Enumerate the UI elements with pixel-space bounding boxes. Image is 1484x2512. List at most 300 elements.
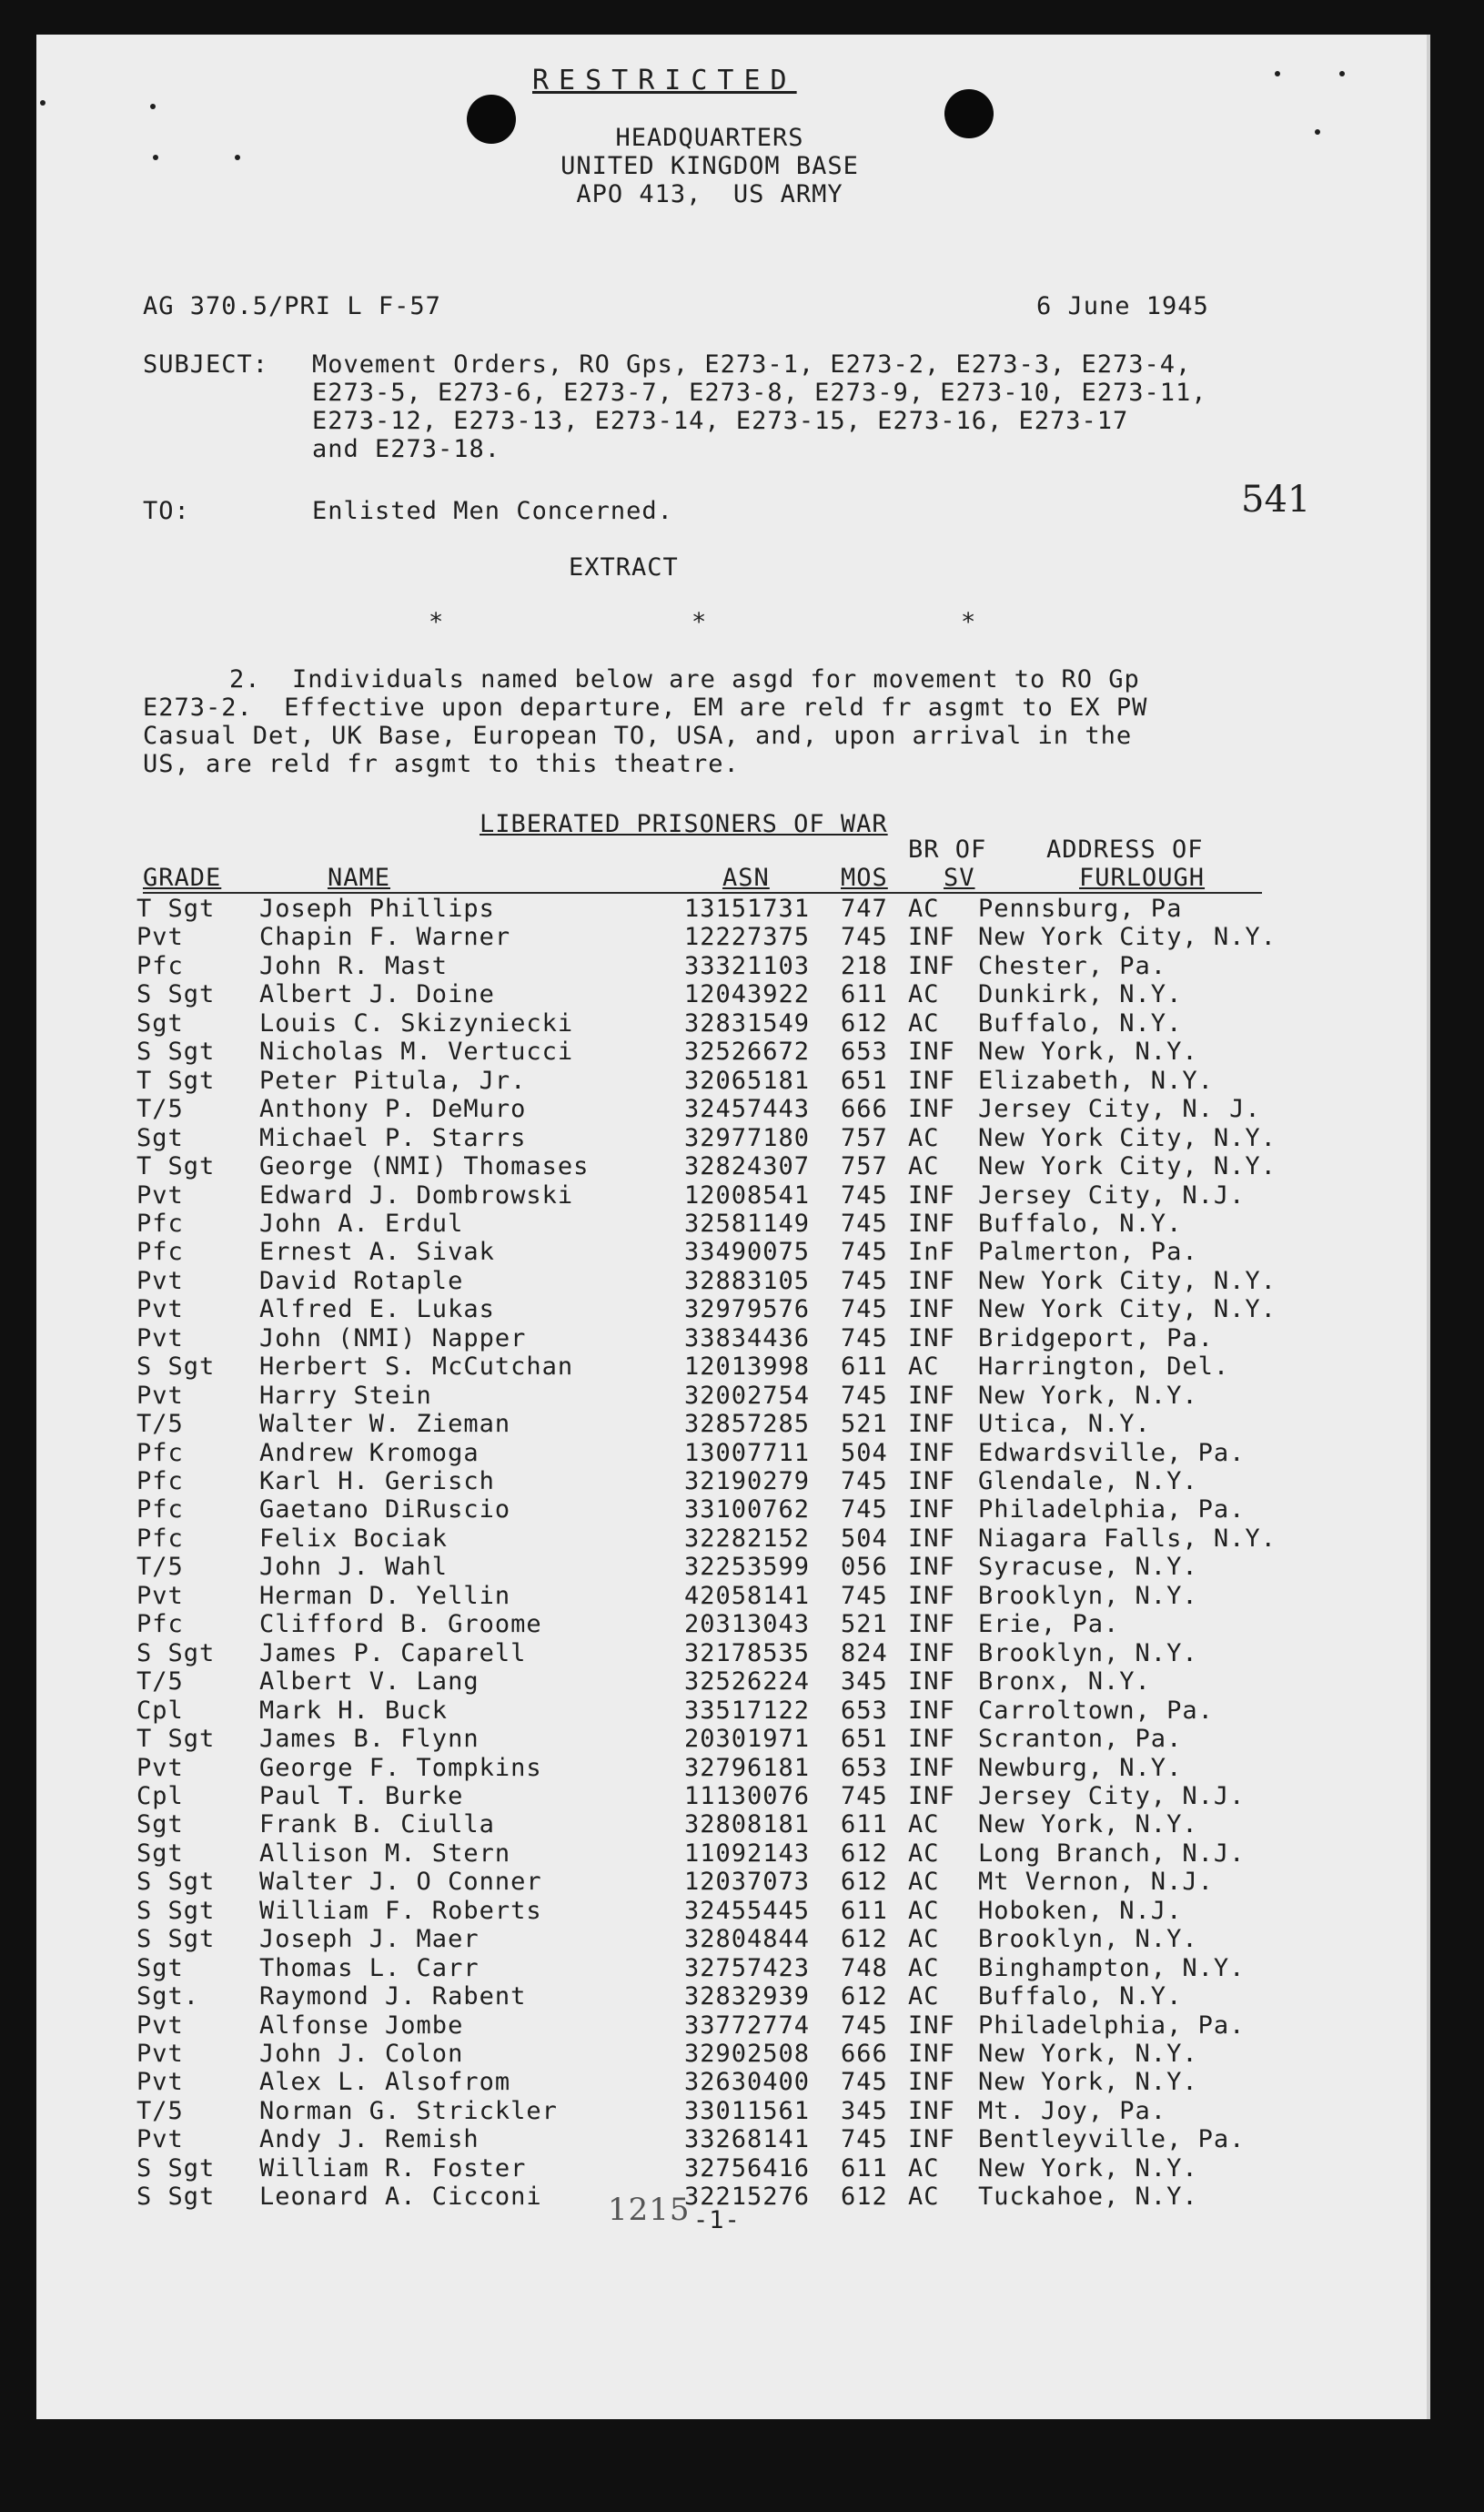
table-row: [36, 1782, 1427, 1810]
cell-address: Bronx, N.Y.: [978, 1667, 1151, 1697]
cell-name: Andy J. Remish: [259, 2125, 480, 2154]
cell-brsv: INF: [908, 1638, 955, 1667]
to-label: TO:: [143, 497, 190, 525]
cell-address: Carroltown, Pa.: [978, 1696, 1214, 1725]
table-title: LIBERATED PRISONERS OF WAR: [480, 810, 888, 838]
cell-asn: 32190279: [684, 1467, 811, 1495]
cell-name: George (NMI) Thomases: [259, 1152, 590, 1181]
cell-name: Gaetano DiRuscio: [259, 1495, 511, 1524]
table-row: [36, 2011, 1427, 2040]
cell-grade: S Sgt: [136, 1925, 216, 1954]
cell-address: New York, N.Y.: [978, 2153, 1198, 2183]
cell-address: Mt Vernon, N.J.: [978, 1868, 1214, 1897]
org-line-3: APO 413, US ARMY: [576, 180, 843, 208]
cell-address: Dunkirk, N.Y.: [978, 980, 1183, 1009]
cell-asn: 32804844: [684, 1925, 811, 1954]
cell-mos: 666: [841, 2040, 888, 2068]
cell-grade: T/5: [136, 1667, 184, 1697]
cell-name: Raymond J. Rabent: [259, 1982, 527, 2011]
cell-brsv: INF: [908, 1066, 955, 1095]
cell-asn: 32796181: [684, 1753, 811, 1782]
table-row: [36, 1038, 1427, 1066]
cell-grade: S Sgt: [136, 1638, 216, 1667]
table-row: [36, 1868, 1427, 1896]
cell-brsv: INF: [908, 1467, 955, 1495]
table-row: [36, 952, 1427, 980]
cell-mos: 745: [841, 1781, 888, 1810]
cell-address: Syracuse, N.Y.: [978, 1553, 1198, 1582]
cell-address: Tuckahoe, N.Y.: [978, 2183, 1198, 2212]
cell-mos: 612: [841, 1868, 888, 1897]
cell-name: Edward J. Dombrowski: [259, 1180, 574, 1210]
cell-brsv: INF: [908, 1295, 955, 1324]
cell-name: Ernest A. Sivak: [259, 1238, 495, 1267]
cell-address: Newburg, N.Y.: [978, 1753, 1183, 1782]
cell-address: Chester, Pa.: [978, 951, 1167, 980]
subject-line: and E273-18.: [312, 435, 501, 463]
header-name: NAME: [328, 864, 391, 892]
cell-grade: Pvt: [136, 923, 184, 952]
cell-grade: Pfc: [136, 1524, 184, 1553]
cell-mos: 666: [841, 1095, 888, 1124]
cell-mos: 056: [841, 1553, 888, 1582]
table-row: [36, 895, 1427, 923]
page-marker: -1-: [693, 2206, 741, 2234]
cell-grade: Pfc: [136, 1238, 184, 1267]
cell-brsv: INF: [908, 1410, 955, 1439]
cell-mos: 745: [841, 923, 888, 952]
cell-brsv: AC: [908, 895, 940, 923]
cell-grade: Sgt: [136, 1953, 184, 1982]
cell-name: Herman D. Yellin: [259, 1581, 511, 1610]
cell-mos: 651: [841, 1725, 888, 1754]
cell-address: Buffalo, N.Y.: [978, 1008, 1183, 1038]
cell-asn: 33100762: [684, 1495, 811, 1524]
cell-name: James B. Flynn: [259, 1725, 480, 1754]
cell-asn: 32977180: [684, 1123, 811, 1152]
cell-grade: Pfc: [136, 1209, 184, 1238]
header-brsv-top: BR OF: [908, 836, 987, 864]
cell-address: New York City, N.Y.: [978, 1295, 1277, 1324]
table-row: [36, 1897, 1427, 1925]
cell-asn: 20313043: [684, 1610, 811, 1639]
header-address-bottom: FURLOUGH: [1079, 864, 1206, 892]
cell-asn: 13007711: [684, 1438, 811, 1467]
cell-name: David Rotaple: [259, 1266, 464, 1295]
cell-brsv: AC: [908, 1810, 940, 1839]
table-row: [36, 1410, 1427, 1438]
cell-mos: 611: [841, 1896, 888, 1925]
cell-address: Jersey City, N.J.: [978, 1180, 1246, 1210]
cell-name: William R. Foster: [259, 2153, 527, 2183]
cell-name: John J. Colon: [259, 2040, 464, 2068]
table-row: [36, 2097, 1427, 2125]
cell-asn: 12037073: [684, 1868, 811, 1897]
cell-asn: 32526224: [684, 1667, 811, 1697]
cell-name: Clifford B. Groome: [259, 1610, 542, 1639]
cell-mos: 504: [841, 1524, 888, 1553]
cell-mos: 653: [841, 1753, 888, 1782]
speck-mark: [1275, 71, 1280, 76]
cell-mos: 521: [841, 1610, 888, 1639]
cell-name: Paul T. Burke: [259, 1781, 464, 1810]
cell-grade: Sgt: [136, 1123, 184, 1152]
cell-mos: 748: [841, 1953, 888, 1982]
table-row: [36, 1267, 1427, 1295]
cell-address: New York, N.Y.: [978, 2068, 1198, 2097]
cell-mos: 747: [841, 895, 888, 923]
cell-mos: 345: [841, 1667, 888, 1697]
cell-grade: S Sgt: [136, 2183, 216, 2212]
cell-address: Brooklyn, N.Y.: [978, 1581, 1198, 1610]
cell-asn: 33490075: [684, 1238, 811, 1267]
handwritten-stamp: 1215: [608, 2192, 691, 2228]
extract-star: *: [961, 608, 977, 636]
table-row: [36, 1495, 1427, 1524]
cell-address: Long Branch, N.J.: [978, 1838, 1246, 1868]
file-number: AG 370.5/PRI L F-57: [143, 292, 441, 320]
cell-name: Chapin F. Warner: [259, 923, 511, 952]
cell-mos: 612: [841, 2183, 888, 2212]
speck-mark: [1315, 129, 1320, 135]
cell-asn: 33772774: [684, 2011, 811, 2040]
cell-grade: Pfc: [136, 1438, 184, 1467]
table-row: [36, 1839, 1427, 1868]
cell-grade: S Sgt: [136, 1352, 216, 1382]
cell-name: John (NMI) Napper: [259, 1323, 527, 1352]
cell-grade: Pvt: [136, 1295, 184, 1324]
cell-brsv: INF: [908, 1438, 955, 1467]
org-line-1: HEADQUARTERS: [615, 124, 804, 152]
cell-address: Palmerton, Pa.: [978, 1238, 1198, 1267]
cell-address: New York, N.Y.: [978, 1038, 1198, 1067]
cell-name: Albert J. Doine: [259, 980, 495, 1009]
cell-brsv: INF: [908, 1553, 955, 1582]
cell-grade: Pvt: [136, 1581, 184, 1610]
cell-mos: 611: [841, 1810, 888, 1839]
cell-asn: 32455445: [684, 1896, 811, 1925]
cell-mos: 218: [841, 951, 888, 980]
cell-brsv: INF: [908, 2096, 955, 2125]
table-row: [36, 1210, 1427, 1238]
to-text: Enlisted Men Concerned.: [312, 497, 673, 525]
cell-grade: S Sgt: [136, 1868, 216, 1897]
subject-line: E273-12, E273-13, E273-14, E273-15, E273-16, E273-17: [312, 407, 1129, 435]
cell-mos: 745: [841, 2011, 888, 2040]
cell-grade: S Sgt: [136, 1038, 216, 1067]
cell-mos: 345: [841, 2096, 888, 2125]
cell-mos: 745: [841, 1209, 888, 1238]
cell-grade: S Sgt: [136, 980, 216, 1009]
cell-asn: 32526672: [684, 1038, 811, 1067]
speck-mark: [40, 100, 45, 106]
cell-mos: 611: [841, 980, 888, 1009]
cell-brsv: InF: [908, 1238, 955, 1267]
cell-mos: 745: [841, 2068, 888, 2097]
speck-mark: [235, 155, 240, 160]
cell-address: Bridgeport, Pa.: [978, 1323, 1214, 1352]
cell-grade: Cpl: [136, 1696, 184, 1725]
cell-grade: T Sgt: [136, 1066, 216, 1095]
cell-address: New York, N.Y.: [978, 1381, 1198, 1410]
table-row: [36, 1238, 1427, 1266]
cell-mos: 612: [841, 1838, 888, 1868]
cell-grade: T Sgt: [136, 895, 216, 923]
cell-name: Harry Stein: [259, 1381, 432, 1410]
cell-mos: 824: [841, 1638, 888, 1667]
cell-asn: 32824307: [684, 1152, 811, 1181]
cell-brsv: AC: [908, 1838, 940, 1868]
cell-asn: 33517122: [684, 1696, 811, 1725]
cell-name: Norman G. Strickler: [259, 2096, 558, 2125]
cell-name: Frank B. Ciulla: [259, 1810, 495, 1839]
table-row: [36, 923, 1427, 951]
table-row: [36, 1610, 1427, 1638]
cell-grade: Sgt: [136, 1810, 184, 1839]
cell-grade: T/5: [136, 1095, 184, 1124]
cell-address: New York City, N.Y.: [978, 1123, 1277, 1152]
cell-brsv: AC: [908, 1896, 940, 1925]
cell-name: Alfonse Jombe: [259, 2011, 464, 2040]
table-row: [36, 1524, 1427, 1553]
cell-grade: T Sgt: [136, 1152, 216, 1181]
paragraph-line: US, are reld fr asgmt to this theatre.: [143, 750, 740, 778]
cell-name: John R. Mast: [259, 951, 449, 980]
cell-asn: 32630400: [684, 2068, 811, 2097]
cell-brsv: INF: [908, 1610, 955, 1639]
cell-asn: 32902508: [684, 2040, 811, 2068]
table-row: [36, 1181, 1427, 1210]
cell-address: Edwardsville, Pa.: [978, 1438, 1246, 1467]
subject-line: E273-5, E273-6, E273-7, E273-8, E273-9, E273-10, E273-11,: [312, 379, 1207, 407]
cell-asn: 32857285: [684, 1410, 811, 1439]
cell-brsv: AC: [908, 1008, 940, 1038]
cell-address: Philadelphia, Pa.: [978, 1495, 1246, 1524]
speck-mark: [1339, 71, 1345, 76]
table-row: [36, 1925, 1427, 1953]
cell-mos: 504: [841, 1438, 888, 1467]
cell-mos: 612: [841, 1008, 888, 1038]
cell-name: Karl H. Gerisch: [259, 1467, 495, 1495]
cell-mos: 611: [841, 2153, 888, 2183]
cell-mos: 745: [841, 1381, 888, 1410]
cell-grade: Pvt: [136, 1266, 184, 1295]
cell-mos: 745: [841, 1467, 888, 1495]
cell-name: Nicholas M. Vertucci: [259, 1038, 574, 1067]
cell-mos: 745: [841, 1581, 888, 1610]
cell-name: Peter Pitula, Jr.: [259, 1066, 527, 1095]
cell-address: Brooklyn, N.Y.: [978, 1638, 1198, 1667]
cell-brsv: AC: [908, 1925, 940, 1954]
table-row: [36, 1439, 1427, 1467]
cell-asn: 32581149: [684, 1209, 811, 1238]
cell-mos: 612: [841, 1982, 888, 2011]
header-asn: ASN: [722, 864, 770, 892]
cell-asn: 32808181: [684, 1810, 811, 1839]
cell-name: Alex L. Alsofrom: [259, 2068, 511, 2097]
table-row: [36, 1754, 1427, 1782]
cell-grade: Sgt.: [136, 1982, 200, 2011]
cell-brsv: AC: [908, 1123, 940, 1152]
cell-name: Alfred E. Lukas: [259, 1295, 495, 1324]
cell-name: John A. Erdul: [259, 1209, 464, 1238]
cell-name: Thomas L. Carr: [259, 1953, 480, 1982]
cell-grade: Pvt: [136, 2040, 184, 2068]
table-row: [36, 1810, 1427, 1838]
cell-grade: Pfc: [136, 1495, 184, 1524]
table-row: [36, 1725, 1427, 1753]
table-row: [36, 1009, 1427, 1038]
cell-grade: T/5: [136, 2096, 184, 2125]
table-row: [36, 1124, 1427, 1152]
table-row: [36, 2068, 1427, 2096]
cell-name: William F. Roberts: [259, 1896, 542, 1925]
cell-grade: Pfc: [136, 951, 184, 980]
cell-mos: 653: [841, 1696, 888, 1725]
cell-asn: 32756416: [684, 2153, 811, 2183]
table-row: [36, 1324, 1427, 1352]
cell-grade: Pvt: [136, 2125, 184, 2154]
cell-grade: Sgt: [136, 1008, 184, 1038]
cell-asn: 32253599: [684, 1553, 811, 1582]
table-row: [36, 1982, 1427, 2011]
document-date: 6 June 1945: [1036, 292, 1209, 320]
cell-name: Joseph Phillips: [259, 895, 495, 923]
cell-asn: 32065181: [684, 1066, 811, 1095]
cell-brsv: AC: [908, 1152, 940, 1181]
cell-name: Allison M. Stern: [259, 1838, 511, 1868]
speck-mark: [150, 104, 156, 109]
cell-asn: 32178535: [684, 1638, 811, 1667]
cell-mos: 745: [841, 1495, 888, 1524]
cell-name: Michael P. Starrs: [259, 1123, 527, 1152]
cell-address: Buffalo, N.Y.: [978, 1209, 1183, 1238]
table-row: [36, 2125, 1427, 2153]
cell-asn: 33321103: [684, 951, 811, 980]
cell-asn: 33834436: [684, 1323, 811, 1352]
table-row: [36, 1067, 1427, 1095]
cell-grade: Pvt: [136, 1753, 184, 1782]
table-row: [36, 1095, 1427, 1123]
cell-grade: T Sgt: [136, 1725, 216, 1754]
extract-star: *: [692, 608, 708, 636]
cell-address: Scranton, Pa.: [978, 1725, 1183, 1754]
cell-asn: 32832939: [684, 1982, 811, 2011]
table-row: [36, 1667, 1427, 1696]
table-row: [36, 1553, 1427, 1581]
cell-address: Hoboken, N.J.: [978, 1896, 1183, 1925]
cell-mos: 757: [841, 1152, 888, 1181]
cell-name: Albert V. Lang: [259, 1667, 480, 1697]
cell-name: Andrew Kromoga: [259, 1438, 480, 1467]
cell-grade: Pvt: [136, 1381, 184, 1410]
cell-address: New York City, N.Y.: [978, 923, 1277, 952]
cell-brsv: AC: [908, 2153, 940, 2183]
cell-brsv: INF: [908, 1667, 955, 1697]
cell-mos: 653: [841, 1038, 888, 1067]
header-rule: [143, 892, 1262, 894]
cell-address: Utica, N.Y.: [978, 1410, 1151, 1439]
cell-mos: 651: [841, 1066, 888, 1095]
header-address-top: ADDRESS OF: [1046, 836, 1204, 864]
cell-name: Walter J. O Conner: [259, 1868, 542, 1897]
cell-address: Philadelphia, Pa.: [978, 2011, 1246, 2040]
cell-asn: 12227375: [684, 923, 811, 952]
cell-asn: 32457443: [684, 1095, 811, 1124]
cell-address: New York, N.Y.: [978, 1810, 1198, 1839]
cell-name: Felix Bociak: [259, 1524, 449, 1553]
cell-address: Binghampton, N.Y.: [978, 1953, 1246, 1982]
cell-brsv: INF: [908, 2011, 955, 2040]
table-row: [36, 2154, 1427, 2183]
cell-mos: 745: [841, 1266, 888, 1295]
cell-name: Herbert S. McCutchan: [259, 1352, 574, 1382]
cell-asn: 11130076: [684, 1781, 811, 1810]
cell-asn: 33011561: [684, 2096, 811, 2125]
cell-name: James P. Caparell: [259, 1638, 527, 1667]
cell-address: Buffalo, N.Y.: [978, 1982, 1183, 2011]
cell-asn: 12013998: [684, 1352, 811, 1382]
cell-brsv: AC: [908, 1982, 940, 2011]
cell-mos: 745: [841, 1238, 888, 1267]
cell-mos: 745: [841, 1180, 888, 1210]
cell-asn: 32215276: [684, 2183, 811, 2212]
cell-mos: 745: [841, 2125, 888, 2154]
cell-brsv: INF: [908, 1781, 955, 1810]
cell-brsv: AC: [908, 1953, 940, 1982]
table-row: [36, 1152, 1427, 1180]
document-page: [36, 35, 1430, 2419]
cell-mos: 612: [841, 1925, 888, 1954]
cell-brsv: INF: [908, 1524, 955, 1553]
cell-address: Niagara Falls, N.Y.: [978, 1524, 1277, 1553]
paragraph-line: 2. Individuals named below are asgd for movement to RO Gp: [229, 665, 1140, 694]
cell-asn: 32757423: [684, 1953, 811, 1982]
cell-name: George F. Tompkins: [259, 1753, 542, 1782]
cell-mos: 745: [841, 1295, 888, 1324]
cell-brsv: AC: [908, 1868, 940, 1897]
cell-asn: 12008541: [684, 1180, 811, 1210]
table-row: [36, 1352, 1427, 1381]
cell-address: New York, N.Y.: [978, 2040, 1198, 2068]
cell-brsv: INF: [908, 1180, 955, 1210]
cell-brsv: INF: [908, 1323, 955, 1352]
cell-brsv: INF: [908, 951, 955, 980]
extract-star: *: [429, 608, 445, 636]
cell-mos: 521: [841, 1410, 888, 1439]
cell-brsv: INF: [908, 2125, 955, 2154]
subject-label: SUBJECT:: [143, 350, 269, 379]
cell-asn: 42058141: [684, 1581, 811, 1610]
paragraph-line: Casual Det, UK Base, European TO, USA, and, upon arrival in the: [143, 722, 1133, 750]
cell-brsv: INF: [908, 2068, 955, 2097]
table-row: [36, 1582, 1427, 1610]
cell-grade: Pfc: [136, 1610, 184, 1639]
header-grade: GRADE: [143, 864, 222, 892]
table-row: [36, 1954, 1427, 1982]
cell-brsv: INF: [908, 2040, 955, 2068]
cell-name: Louis C. Skizyniecki: [259, 1008, 574, 1038]
table-row: [36, 1382, 1427, 1410]
cell-address: Jersey City, N. J.: [978, 1095, 1261, 1124]
cell-grade: T/5: [136, 1410, 184, 1439]
cell-mos: 745: [841, 1323, 888, 1352]
cell-asn: 33268141: [684, 2125, 811, 2154]
cell-name: Anthony P. DeMuro: [259, 1095, 527, 1124]
cell-asn: 32883105: [684, 1266, 811, 1295]
table-row: [36, 1697, 1427, 1725]
cell-grade: Pfc: [136, 1467, 184, 1495]
